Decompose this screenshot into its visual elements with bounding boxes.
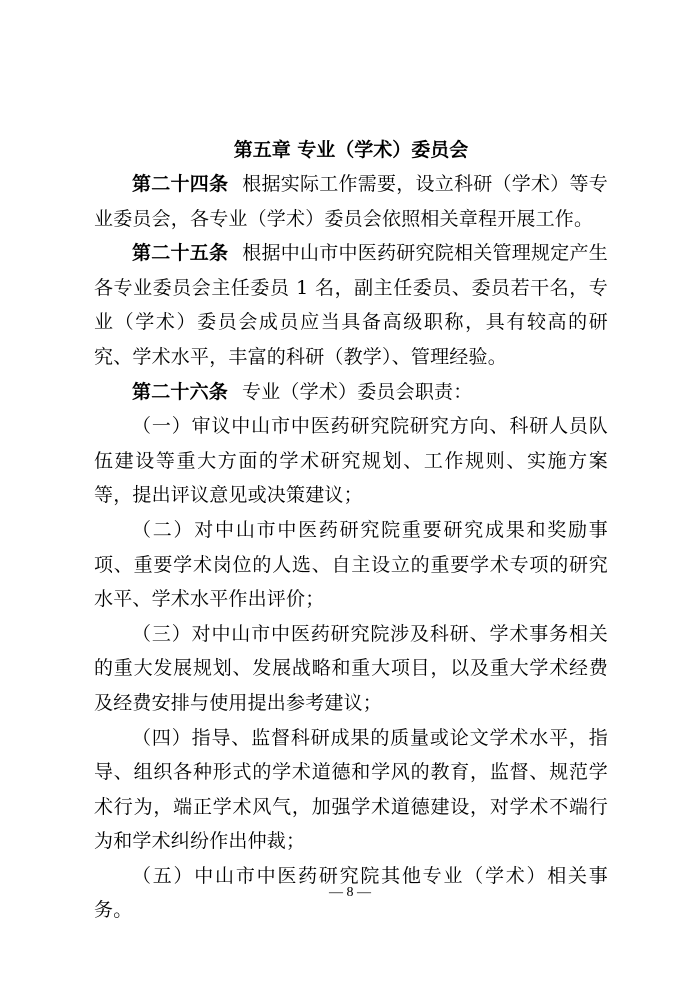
article-25	[94, 236, 608, 374]
article-number: 第二十六条	[132, 380, 229, 403]
duty-item: （一）审议中山市中医药研究院研究方向、科研人员队伍建设等重大方面的学术研究规划、工作规则、实施方案等，提出评议意见或决策建议；	[94, 415, 608, 507]
article-26	[94, 375, 608, 410]
article-number: 第二十四条	[132, 173, 229, 195]
duty-item: （三）对中山市中医药研究院涉及科研、学术事务相关的重大发展规划、发展战略和重大项目，以及重大学术经费及经费安排与使用提出参考建议；	[94, 622, 608, 714]
chapter-title: 第五章 专业（学术）委员会	[233, 139, 469, 161]
article-text: 根据实际工作需要，设立科研（学术）等专业委员会，各专业（学术）委员会依照相关章程开展工作。	[94, 173, 608, 230]
duty-item: （四）指导、监督科研成果的质量或论文学术水平，指导、组织各种形式的学术道德和学风的教育，监督、规范学术行为，端正学术风气，加强学术道德建设，对学术不端行为和学术纠纷作出仲裁；	[94, 726, 608, 853]
article-24	[94, 167, 608, 236]
article-text: 根据中山市中医药研究院相关管理规定产生各专业委员会主任委员 1 名，副主任委员、委员若干名，专业（学术）委员会成员应当具备高级职称，具有较高的研究、学术水平，丰富的科研（教学）、管理经验。	[94, 242, 608, 368]
document-body	[94, 133, 608, 928]
article-text: 专业（学术）委员会职责：	[242, 380, 473, 403]
page-number: — 8 —	[329, 885, 371, 900]
duty-item: （二）对中山市中医药研究院重要研究成果和奖励事项、重要学术岗位的人选、自主设立的重要学术专项的研究水平、学术水平作出评价；	[94, 518, 608, 611]
duty-item: （五）中山市中医药研究院其他专业（学术）相关事务。	[94, 864, 608, 922]
article-number: 第二十五条	[132, 242, 229, 265]
